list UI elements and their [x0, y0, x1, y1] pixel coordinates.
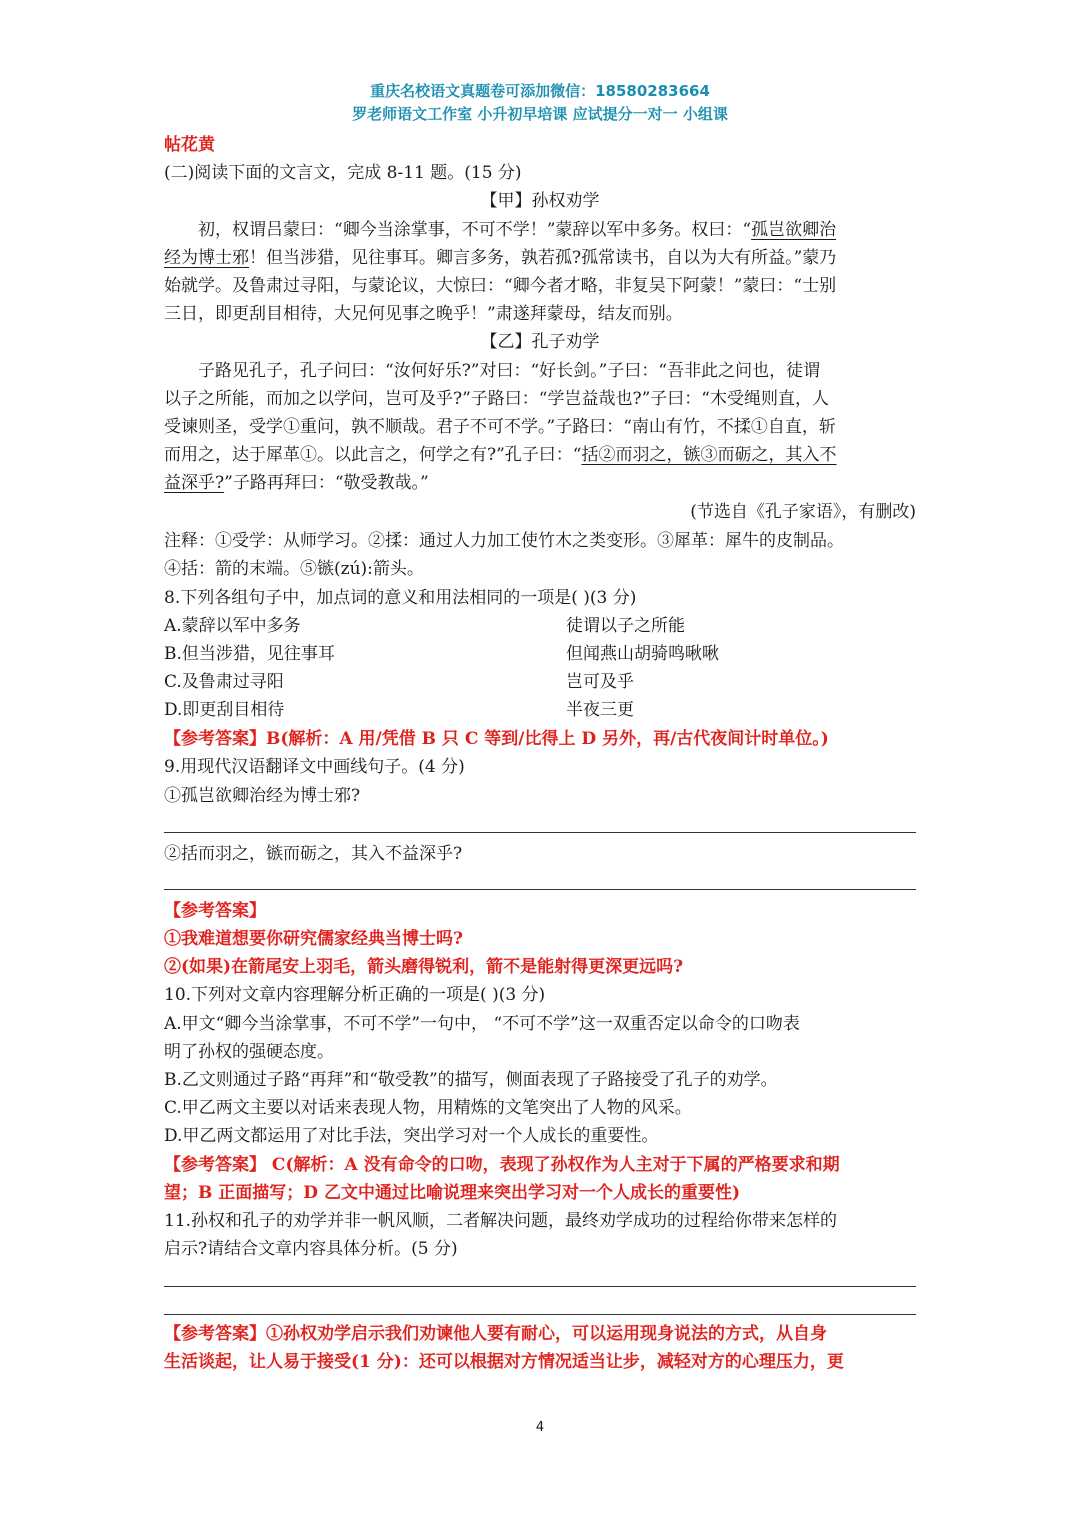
q11-stem: 11.孙权和孔子的劝学并非一帆风顺，二者解决问题，最终劝学成功的过程给你带来怎样的	[164, 1211, 838, 1231]
yi-line: 受谏则圣，受学①重问，孰不顺哉。君子不可不学。”子路曰：“南山有竹，不揉①自直，斩	[164, 417, 836, 437]
q11-answer: 生活谈起，让人易于接受(1 分)：还可以根据对方情况适当让步，减轻对方的心理压力，更	[164, 1352, 844, 1372]
q10-option: 明了孙权的强硬态度。	[164, 1042, 334, 1062]
header-line-1: 重庆名校语文真题卷可添加微信：18580283664	[370, 82, 710, 100]
underlined-sentence: 孤岂欲卿治	[751, 220, 837, 240]
q8-option: A.蒙辞以军中多务 徒谓以子之所能	[164, 616, 685, 636]
header-line-2: 罗老师语文工作室 小升初早培课 应试提分一对一 小组课	[352, 105, 728, 123]
jia-line: 经为博士邪！但当涉猎，见往事耳。卿言多务，孰若孤?孤常读书，自以为大有所益。”蒙乃	[164, 248, 837, 268]
q10-option: B.乙文则通过子路“再拜”和“敬受教”的描写，侧面表现了子路接受了孔子的劝学。	[164, 1070, 778, 1090]
answer-line	[164, 889, 916, 890]
q10-answer: 望；B 正面描写；D 乙文中通过比喻说理来突出学习对一个人成长的重要性)	[164, 1183, 740, 1203]
jia-line: 始就学。及鲁肃过寻阳，与蒙论议，大惊曰：“卿今者才略，非复吴下阿蒙！”蒙曰：“士别	[164, 276, 837, 296]
jia-line: 初，权谓吕蒙曰：“卿今当涂掌事，不可不学！”蒙辞以军中多务。权曰：“孤岂欲卿治	[198, 220, 837, 240]
notes-line: ④括：箭的末端。⑤镞(zú):箭头。	[164, 559, 424, 579]
jia-line: 三日，即更刮目相待，大兄何见事之晚乎！”肃遂拜蒙母，结友而别。	[164, 304, 683, 324]
q11-stem: 启示?请结合文章内容具体分析。(5 分)	[164, 1239, 458, 1259]
q8-stem: 8.下列各组句子中，加点词的意义和用法相同的一项是( )(3 分)	[164, 588, 637, 608]
answer-line	[164, 1314, 916, 1315]
underlined-sentence: 经为博士邪	[164, 248, 249, 268]
q9-stem: 9.用现代汉语翻译文中画线句子。(4 分)	[164, 757, 465, 777]
yi-line: 子路见孔子，孔子问曰：“汝何好乐?”对曰：“好长剑。”子曰：“吾非此之问也，徒谓	[198, 361, 821, 381]
answer-line	[164, 1286, 916, 1287]
q9-answer-label: 【参考答案】	[164, 901, 266, 921]
q9-sentence: ②括而羽之，镞而砺之，其入不益深乎?	[164, 844, 463, 864]
yi-title: 【乙】孔子劝学	[480, 332, 600, 352]
q8-option: C.及鲁肃过寻阳 岂可及乎	[164, 672, 634, 692]
answer-line	[164, 832, 916, 833]
yi-line: 以子之所能，而加之以学问，岂可及乎?”子路曰：“学岂益哉也?”子曰：“木受绳则直，人	[164, 389, 829, 409]
q8-option: D.即更刮目相待 半夜三更	[164, 700, 634, 720]
q9-answer: ①我难道想要你研究儒家经典当博士吗?	[164, 929, 463, 949]
q11-answer: 【参考答案】①孙权劝学启示我们劝谏他人要有耐心，可以运用现身说法的方式，从自身	[164, 1324, 827, 1344]
q9-answer: ②(如果)在箭尾安上羽毛，箭头磨得锐利，箭不是能射得更深更远吗?	[164, 957, 684, 977]
yi-line: 而用之，达于犀革①。以此言之，何学之有?”孔子曰：“括②而羽之，镞③而砺之，其入不	[164, 445, 837, 465]
q10-option: A.甲文“卿今当涂掌事，不可不学”一句中， “不可不学”这一双重否定以命令的口吻表	[164, 1014, 800, 1034]
q10-option: C.甲乙两文主要以对话来表现人物，用精炼的文笔突出了人物的风采。	[164, 1098, 692, 1118]
notes-line: 注释：①受学：从师学习。②揉：通过人力加工使竹木之类变形。③犀革：犀牛的皮制品。	[164, 531, 844, 551]
q10-answer: 【参考答案】 C(解析：A 没有命令的口吻，表现了孙权作为人主对于下属的严格要求和期	[164, 1155, 840, 1175]
underlined-sentence: 括②而羽之，镞③而砺之，其入不	[581, 445, 837, 465]
jia-title: 【甲】孙权劝学	[480, 191, 600, 211]
passage-intro: (二)阅读下面的文言文，完成 8-11 题。(15 分)	[164, 163, 522, 183]
underlined-sentence: 益深乎?	[164, 473, 225, 493]
q9-sentence: ①孤岂欲卿治经为博士邪?	[164, 786, 361, 806]
yi-source: (节选自《孔子家语》，有删改)	[690, 502, 916, 522]
q8-answer: 【参考答案】B(解析：A 用/凭借 B 只 C 等到/比得上 D 另外，再/古代夜间计时单位。)	[164, 729, 829, 749]
section-tag: 帖花黄	[164, 135, 215, 155]
q10-stem: 10.下列对文章内容理解分析正确的一项是( )(3 分)	[164, 985, 546, 1005]
q8-option: B.但当涉猎，见往事耳 但闻燕山胡骑鸣啾啾	[164, 644, 719, 664]
yi-line: 益深乎?”子路再拜曰：“敬受教哉。”	[164, 473, 429, 493]
page-number: 4	[535, 1420, 545, 1435]
q10-option: D.甲乙两文都运用了对比手法，突出学习对一个人成长的重要性。	[164, 1126, 659, 1146]
